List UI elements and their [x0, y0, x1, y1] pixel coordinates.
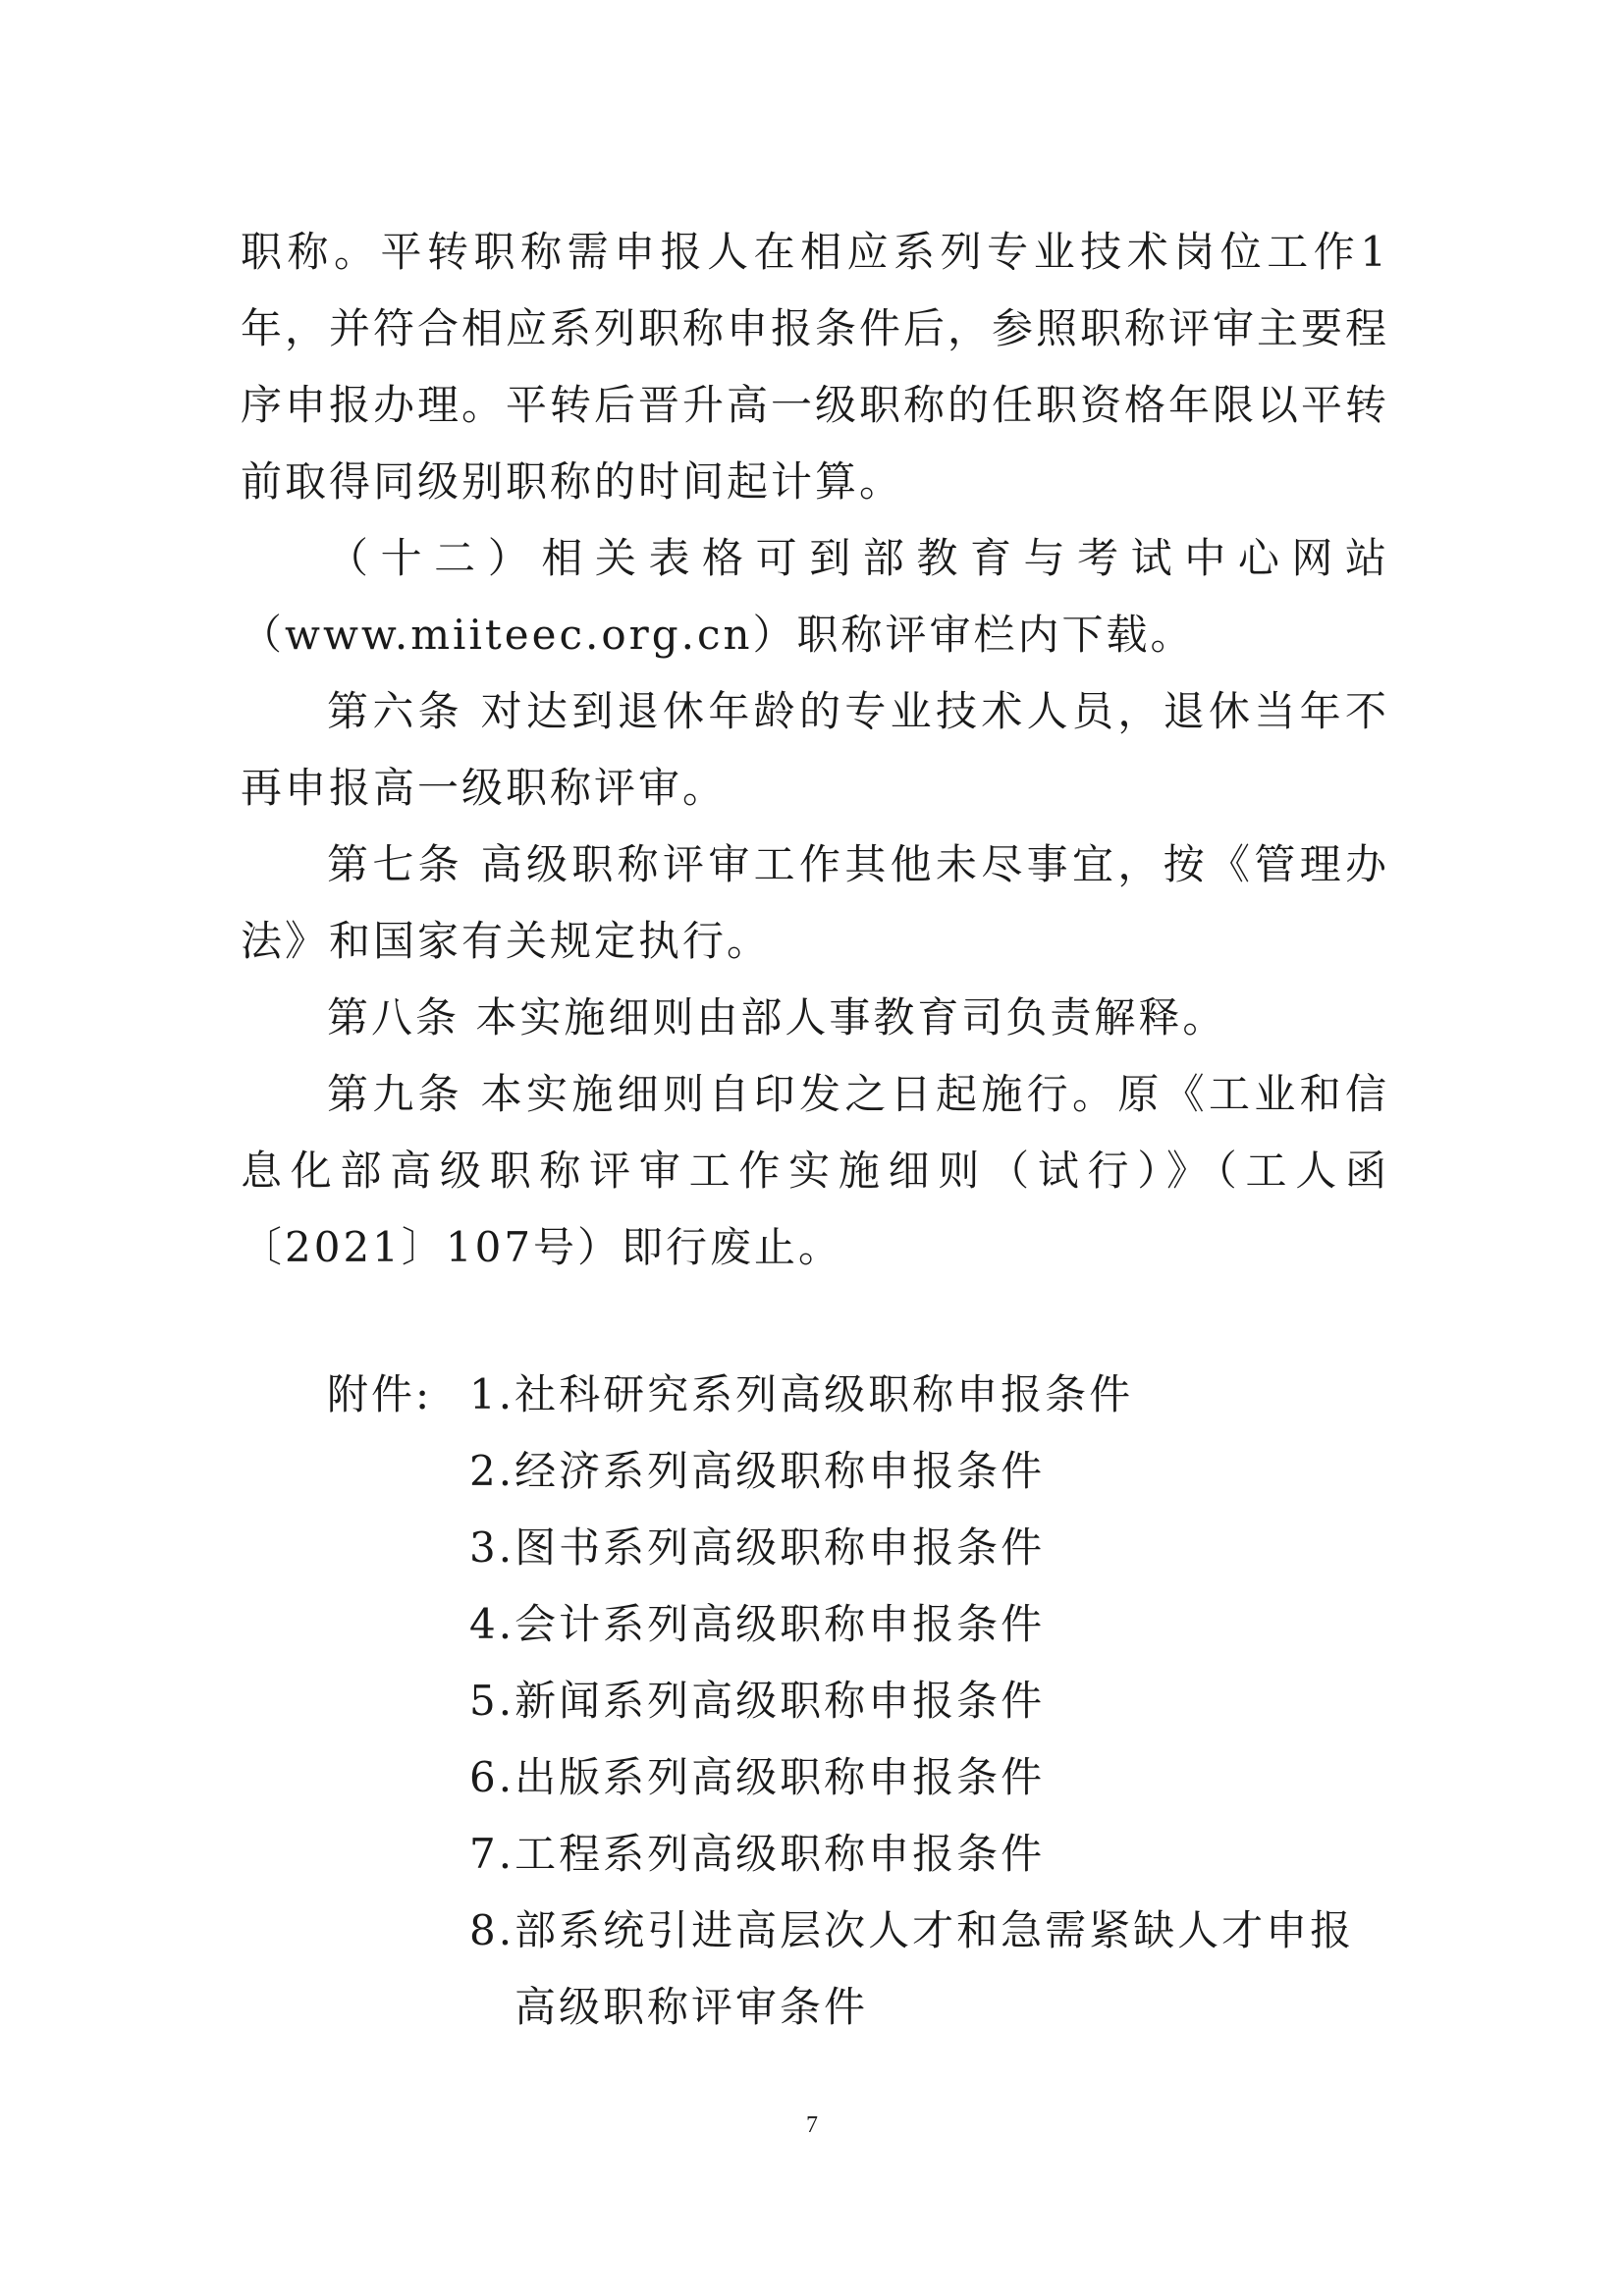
attachments-items — [469, 1357, 1407, 2046]
attachment-item: 1.社科研究系列高级职称申报条件 — [469, 1370, 1134, 1418]
attachment-item-continuation: 高级职称评审条件 — [514, 1983, 869, 2031]
paragraph-article-eight: 第八条 本实施细则由部人事教育司负责解释。 — [327, 993, 1227, 1041]
attachment-item: 2.经济系列高级职称申报条件 — [469, 1447, 1046, 1495]
attachments-label: 附件: — [327, 1370, 433, 1418]
attachment-item: 8.部系统引进高层次人才和急需紧缺人才申报 — [469, 1906, 1355, 1954]
paragraph-article-six: 第六条 对达到退休年龄的专业技术人员，退休当年不再申报高一级职称评审。 — [241, 687, 1389, 812]
paragraph-article-seven: 第七条 高级职称评审工作其他未尽事宜，按《管理办法》和国家有关规定执行。 — [241, 840, 1389, 965]
body-text — [241, 214, 1389, 1286]
page-number: 7 — [806, 2112, 818, 2138]
paragraph-item-twelve: （十二）相关表格可到部教育与考试中心网站（www.miiteec.org.cn）职称评审栏内下载。 — [241, 534, 1389, 659]
attachment-item: 7.工程系列高级职称申报条件 — [469, 1830, 1046, 1878]
paragraph-continuation: 职称。平转职称需申报人在相应系列专业技术岗位工作1年，并符合相应系列职称申报条件后，参照职称评审主要程序申报办理。平转后晋升高一级职称的任职资格年限以平转前取得同级别职称的时间起计算。 — [241, 228, 1390, 506]
attachment-item: 5.新闻系列高级职称申报条件 — [469, 1677, 1046, 1725]
attachments-row — [327, 1357, 1407, 2046]
attachment-item: 3.图书系列高级职称申报条件 — [469, 1523, 1046, 1572]
paragraph-article-nine: 第九条 本实施细则自印发之日起施行。原《工业和信息化部高级职称评审工作实施细则（试行）》（工人函〔2021〕107号）即行废止。 — [241, 1070, 1389, 1271]
attachment-item: 6.出版系列高级职称申报条件 — [469, 1753, 1046, 1801]
attachment-item: 4.会计系列高级职称申报条件 — [469, 1600, 1046, 1648]
attachments-list — [327, 1357, 1407, 2046]
